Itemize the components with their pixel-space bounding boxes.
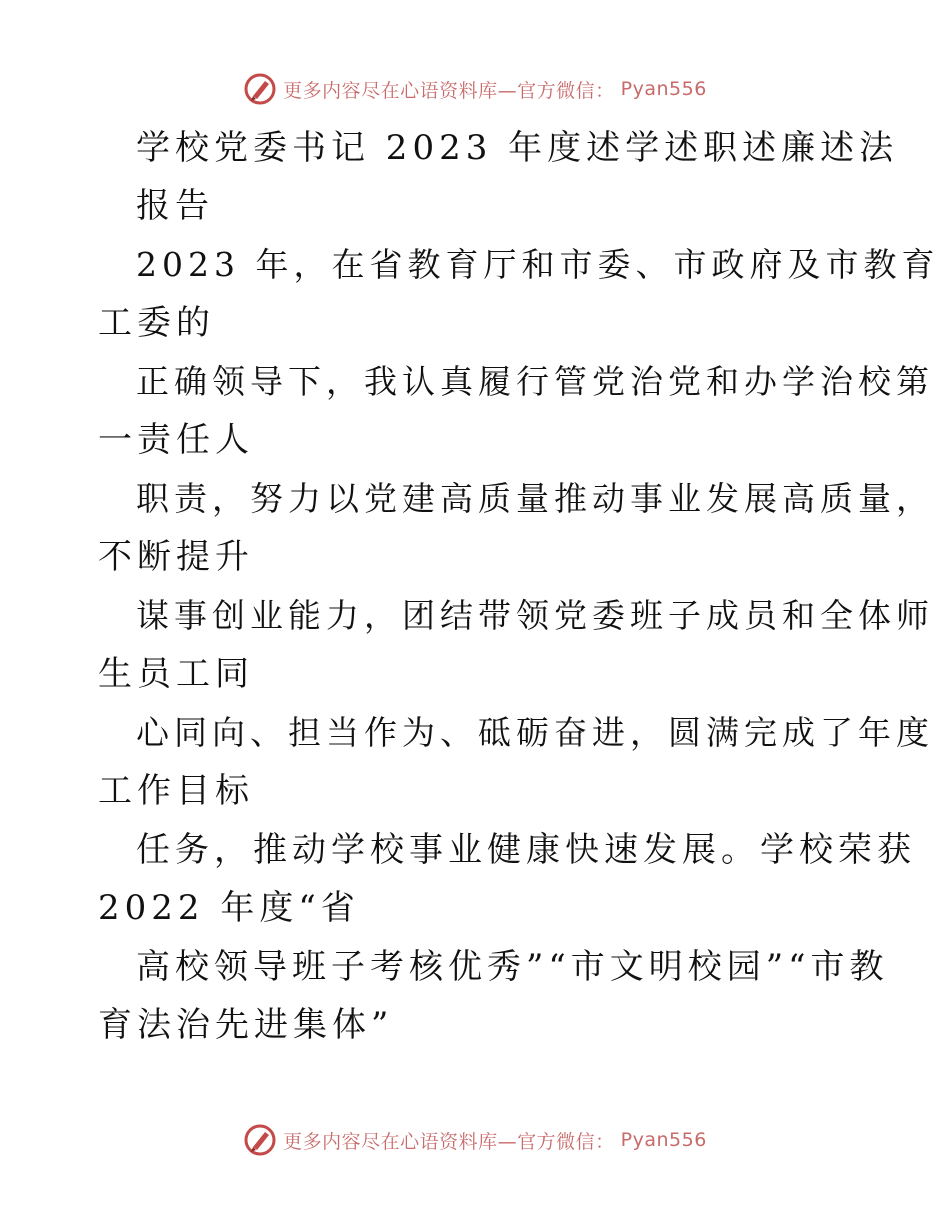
watermark-wechat-id: Pyan556 — [620, 1129, 707, 1151]
text-line: 2022 年度“省 — [98, 888, 360, 928]
text-line: 生员工同 — [98, 654, 254, 694]
text-line: 任务，推动学校事业健康快速发展。学校荣获 — [136, 830, 916, 870]
text-line: 正确领导下，我认真履行管党治党和办学治校第 — [136, 362, 934, 401]
watermark-footer — [0, 1123, 950, 1157]
text-line: 一责任人 — [98, 420, 254, 460]
watermark-wechat-id: Pyan556 — [620, 78, 707, 100]
text-line: 工委的 — [98, 303, 215, 343]
text-line: 学校党委书记 2023 年度述学述职述廉述法 — [136, 128, 899, 168]
text-line: 不断提升 — [98, 537, 254, 577]
pen-logo-icon — [243, 1123, 277, 1157]
watermark-text: 更多内容尽在心语资料库—官方微信： — [283, 1130, 615, 1153]
watermark-text: 更多内容尽在心语资料库—官方微信： — [283, 79, 615, 102]
text-line: 高校领导班子考核优秀”“市文明校园”“市教 — [136, 947, 889, 987]
text-line: 心同向、担当作为、砥砺奋进，圆满完成了年度 — [136, 713, 934, 752]
text-line: 育法治先进集体” — [98, 1005, 394, 1045]
text-line: 工作目标 — [98, 771, 254, 811]
text-line: 2023 年，在省教育厅和市委、市政府及市教育 — [136, 245, 940, 284]
text-line: 职责，努力以党建高质量推动事业发展高质量， — [136, 479, 934, 518]
text-line: 谋事创业能力，团结带领党委班子成员和全体师 — [136, 596, 934, 635]
text-line: 报告 — [136, 186, 214, 226]
